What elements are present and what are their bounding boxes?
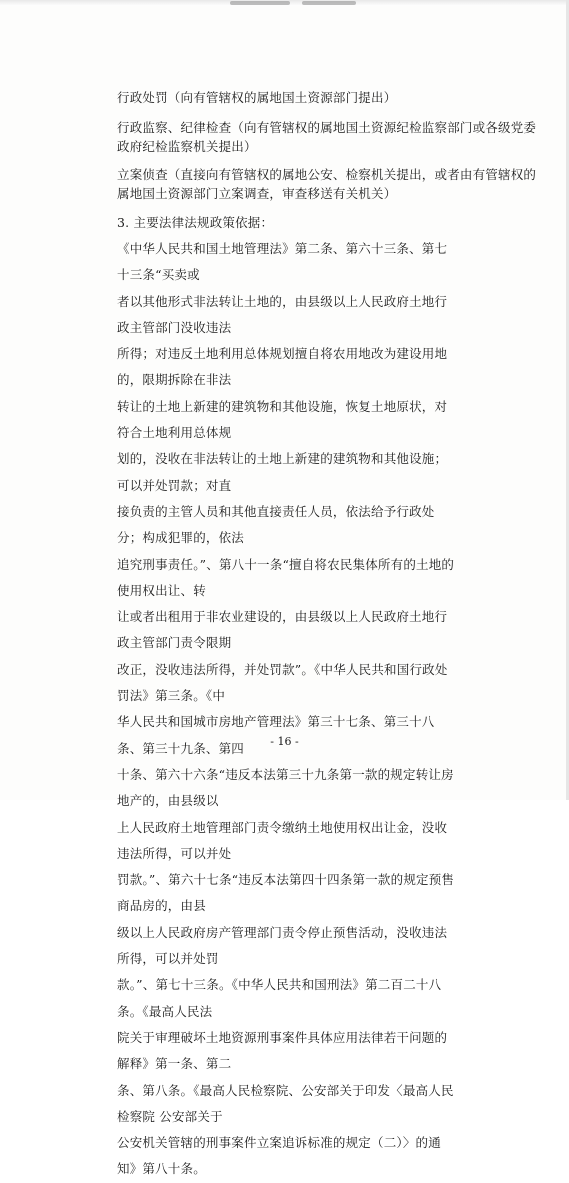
legal-basis-line: 让或者出租用于非农业建设的，由县级以上人民政府土地行政主管部门责令限期 bbox=[117, 609, 448, 651]
supervision-line: 行政监察、纪律检查（向有管辖权的属地国土资源纪检监察部门或各级党委 bbox=[117, 120, 537, 135]
legal-basis-paragraph bbox=[117, 236, 457, 1183]
legal-basis-line: 者以其他形式非法转让土地的，由县级以上人民政府土地行政主管部门没收违法 bbox=[117, 293, 448, 335]
penalty-line: 行政处罚（向有管辖权的属地国土资源部门提出） bbox=[117, 90, 397, 105]
legal-basis-line: 款。”、第七十三条。《中华人民共和国刑法》第二百二十八条。《最高人民法 bbox=[117, 977, 442, 1019]
legal-basis-line: 改正，没收违法所得，并处罚款”。《中华人民共和国行政处罚法》第三条。《中 bbox=[117, 661, 448, 704]
legal-basis-line: 罚款。”、第六十七条“违反本法第四十四条第一款的规定预售商品房的，由县 bbox=[117, 872, 455, 914]
supervision-line-cont: 政府纪检监察机关提出） bbox=[117, 139, 257, 154]
legal-basis-line: 转让的土地上新建的建筑物和其他设施，恢复土地原状，对符合土地利用总体规 bbox=[117, 398, 448, 441]
legal-basis-line: 《中华人民共和国土地管理法》第二条、第六十三条、第七十三条“买卖或 bbox=[117, 241, 448, 283]
legal-basis-line: 院关于审理破坏土地资源刑事案件具体应用法律若干问题的解释》第一条、第二 bbox=[117, 1029, 448, 1072]
scan-artifact bbox=[302, 1, 356, 5]
page-number: - 16 - bbox=[270, 735, 299, 748]
legal-basis-line: 华人民共和国城市房地产管理法》第三十七条、第三十八条、第三十九条、第四 bbox=[117, 714, 435, 756]
investigation-line: 立案侦查（直接向有管辖权的属地公安、检察机关提出，或者由有管辖权的 bbox=[117, 167, 537, 182]
legal-basis-line: 条、第八条。《最高人民检察院、公安部关于印发〈最高人民检察院 公安部关于 bbox=[117, 1082, 454, 1124]
legal-basis-line: 接负责的主管人员和其他直接责任人员，依法给予行政处分；构成犯罪的，依法 bbox=[117, 503, 435, 546]
legal-basis-line: 所得；对违反土地利用总体规划擅自将农用地改为建设用地的，限期拆除在非法 bbox=[117, 346, 448, 388]
scan-artifact bbox=[230, 1, 290, 5]
section-heading: 3. 主要法律法规政策依据： bbox=[117, 215, 274, 230]
investigation-line-cont: 属地国土资源部门立案调查，审查移送有关机关） bbox=[117, 186, 397, 201]
legal-basis-line: 十条、第六十六条“违反本法第三十九条第一款的规定转让房地产的，由县级以 bbox=[117, 766, 454, 809]
legal-basis-line: 级以上人民政府房产管理部门责令停止预售活动，没收违法所得，可以并处罚 bbox=[117, 924, 448, 967]
legal-basis-line: 公安机关管辖的刑事案件立案追诉标准的规定（二）〉的通知》第八十条。 bbox=[117, 1135, 441, 1177]
legal-basis-line: 划的，没收在非法转让的土地上新建的建筑物和其他设施；可以并处罚款；对直 bbox=[117, 451, 448, 493]
legal-basis-line: 上人民政府土地管理部门责令缴纳土地使用权出让金，没收违法所得，可以并处 bbox=[117, 819, 448, 861]
legal-basis-line: 追究刑事责任。”、第八十一条“擅自将农民集体所有的土地的使用权出让、转 bbox=[117, 556, 455, 598]
